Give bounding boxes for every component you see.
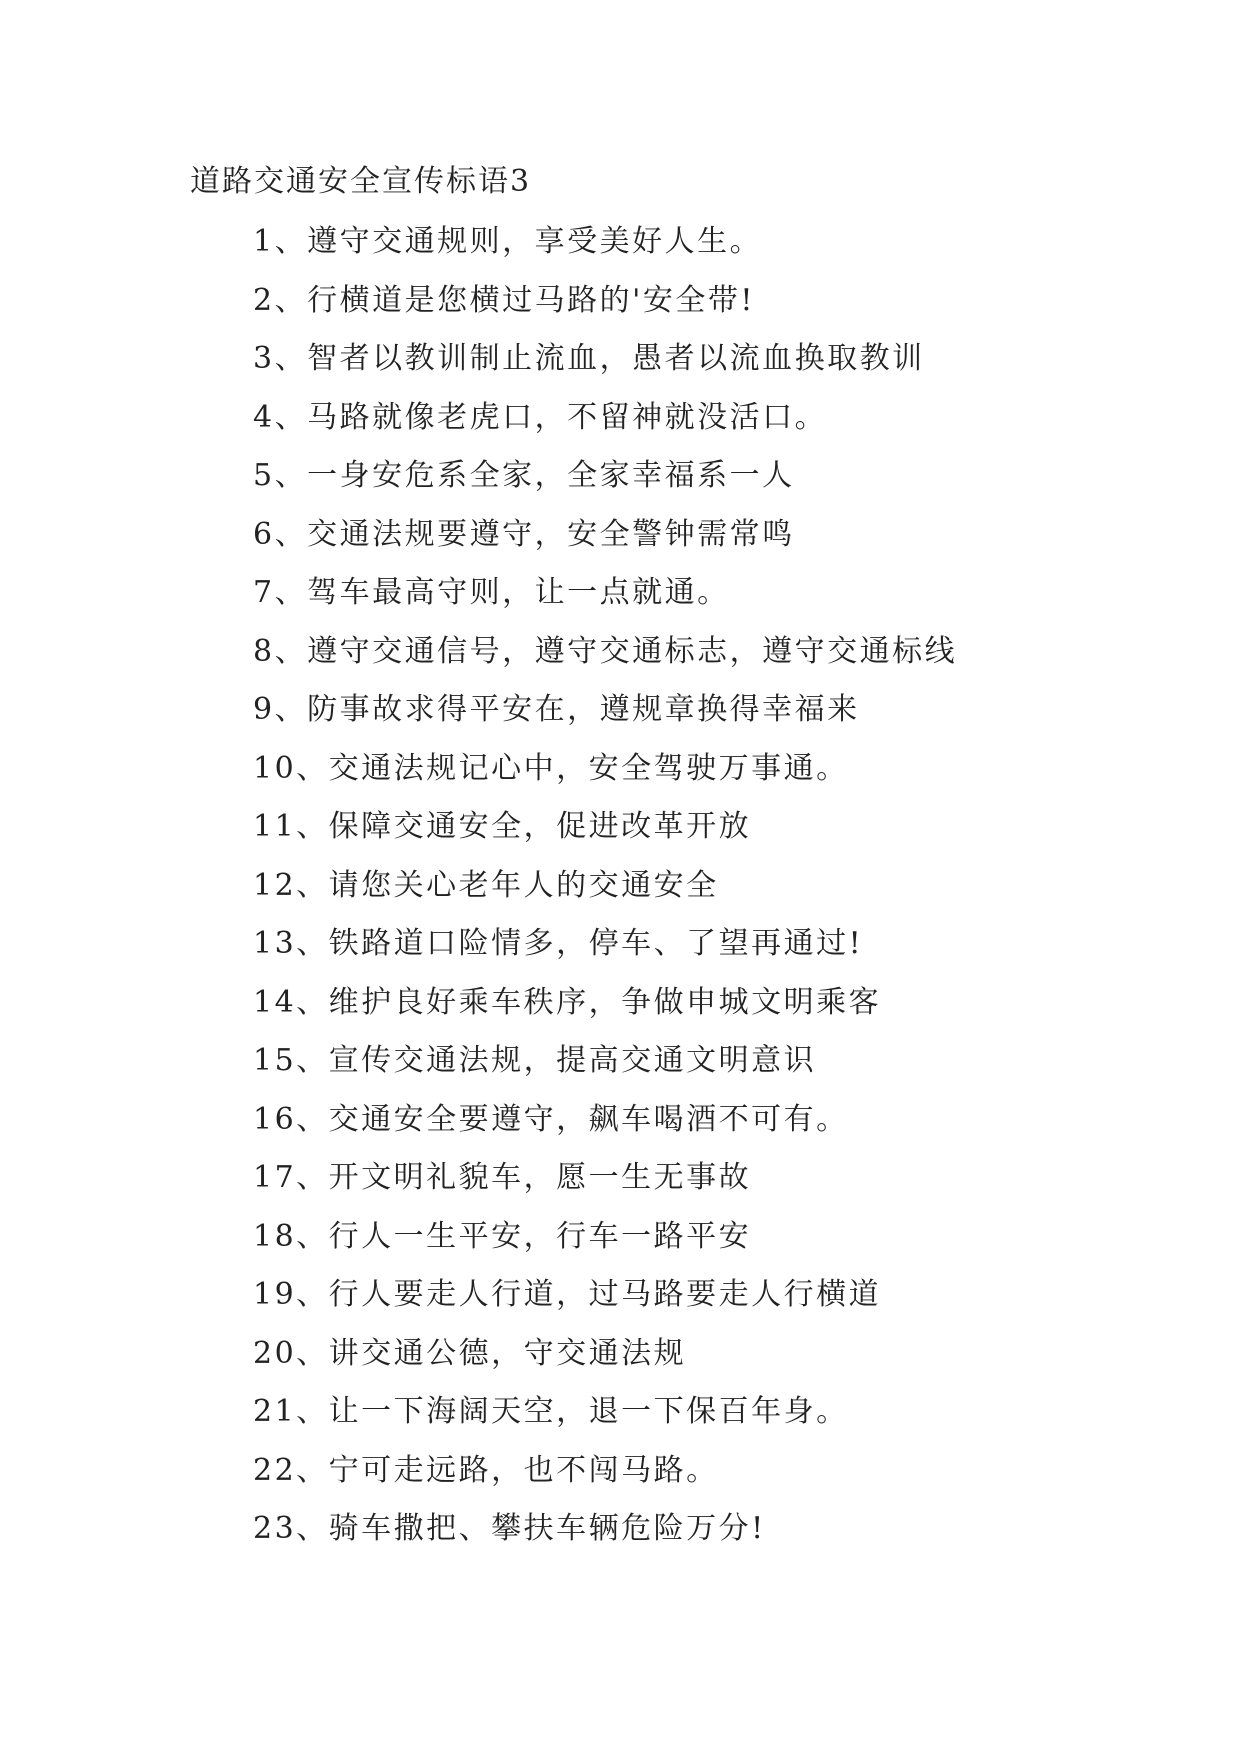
slogan-item: 20、讲交通公德，守交通法规	[253, 1335, 687, 1371]
slogan-item: 9、防事故求得平安在，遵规章换得幸福来	[253, 692, 860, 727]
slogan-item: 12、请您关心老年人的交通安全	[253, 867, 719, 903]
slogan-item: 14、维护良好乘车秩序，争做申城文明乘客	[253, 984, 882, 1020]
slogan-item: 15、宣传交通法规，提高交通文明意识	[253, 1043, 817, 1078]
slogan-item: 11、保障交通安全，促进改革开放	[253, 809, 752, 844]
slogan-item: 21、让一下海阔天空，退一下保百年身。	[253, 1394, 849, 1429]
document-title: 道路交通安全宣传标语3	[190, 164, 532, 199]
slogan-item: 23、骑车撒把、攀扶车辆危险万分!	[253, 1511, 766, 1546]
slogan-item: 1、遵守交通规则，享受美好人生。	[253, 224, 763, 259]
slogan-item: 8、遵守交通信号，遵守交通标志，遵守交通标线	[253, 633, 958, 669]
slogan-item: 13、铁路道口险情多，停车、了望再通过!	[253, 926, 864, 961]
slogan-item: 2、行横道是您横过马路的'安全带!	[253, 282, 755, 318]
slogan-list	[253, 222, 957, 1568]
slogan-item: 18、行人一生平安，行车一路平安	[253, 1218, 752, 1254]
slogan-item: 17、开文明礼貌车，愿一生无事故	[253, 1160, 752, 1195]
slogan-item: 6、交通法规要遵守，安全警钟需常鸣	[253, 516, 795, 552]
slogan-item: 19、行人要走人行道，过马路要走人行横道	[253, 1277, 882, 1312]
slogan-item: 22、宁可走远路，也不闯马路。	[253, 1452, 719, 1488]
slogan-item: 7、驾车最高守则，让一点就通。	[253, 575, 730, 610]
slogan-item: 4、马路就像老虎口，不留神就没活口。	[253, 399, 828, 435]
slogan-item: 3、智者以教训制止流血，愚者以流血换取教训	[253, 341, 925, 376]
slogan-item: 10、交通法规记心中，安全驾驶万事通。	[253, 750, 849, 786]
slogan-item: 16、交通安全要遵守，飙车喝酒不可有。	[253, 1101, 849, 1137]
slogan-item: 5、一身安危系全家，全家幸福系一人	[253, 458, 795, 493]
